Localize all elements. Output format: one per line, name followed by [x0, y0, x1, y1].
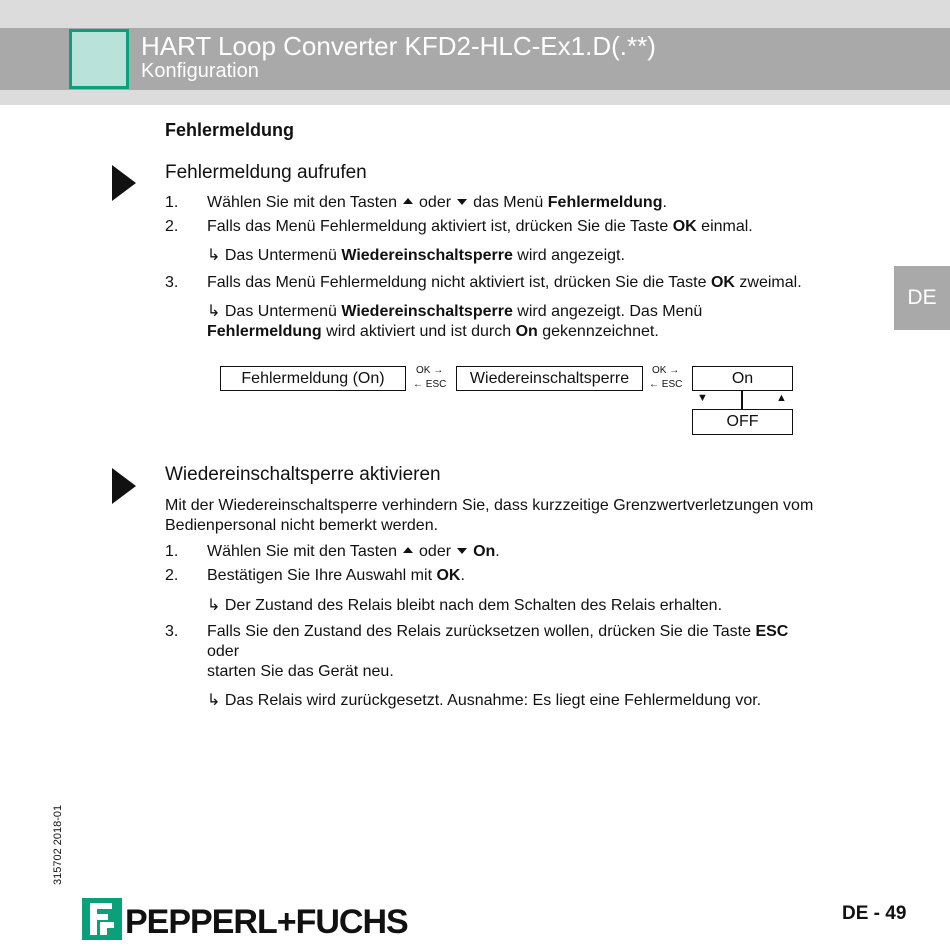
down-key-icon — [457, 199, 467, 205]
menu-box-fehlermeldung: Fehlermeldung (On) — [220, 366, 406, 391]
intro-line-1: Mit der Wiedereinschaltsperre verhindern Sie, dass kurzzeitige Grenzwertverletzungen vom — [165, 497, 814, 514]
language-tab[interactable]: DE — [894, 266, 950, 330]
document-code: 315702 2018-01 — [52, 804, 64, 885]
diagram-connector — [741, 391, 743, 409]
up-arrow-icon: ▲ — [776, 392, 787, 404]
page-number: DE - 49 — [842, 903, 907, 924]
step-text-1: Wählen Sie mit den Tasten oder On. — [207, 543, 500, 560]
step-number: 1. — [165, 543, 179, 560]
esc-label: ← ESC — [649, 379, 683, 390]
intro-line-2: Bedienpersonal nicht bemerkt werden. — [165, 517, 439, 534]
section-heading: Fehlermeldung — [165, 120, 295, 140]
result-arrow-icon: ↳ — [207, 303, 221, 320]
header-bottom-band — [0, 90, 950, 105]
ok-label: OK → — [416, 365, 444, 376]
ok-label: OK → — [652, 365, 680, 376]
step-number: 3. — [165, 623, 179, 640]
pepperl-fuchs-logo-icon — [82, 898, 122, 940]
menu-box-wiedereinschaltsperre: Wiedereinschaltsperre — [456, 366, 643, 391]
down-key-icon — [457, 548, 467, 554]
option-box-on: On — [692, 366, 793, 391]
up-key-icon — [403, 198, 413, 204]
result-text-3-line1: ↳ Das Untermenü Wiedereinschaltsperre wird angezeigt. Das Menü — [207, 303, 703, 320]
procedure-title-1: Fehlermeldung aufrufen — [165, 162, 367, 183]
step-number: 3. — [165, 274, 179, 291]
procedure-title-2: Wiedereinschaltsperre aktivieren — [165, 464, 441, 485]
step-text-3-line2: oder — [207, 643, 240, 660]
header-square-icon — [69, 29, 129, 89]
procedure-arrow-icon — [112, 468, 136, 504]
option-box-off: OFF — [692, 409, 793, 435]
result-text-3-line2: Fehlermeldung wird aktiviert und ist durch On gekennzeichnet. — [207, 323, 659, 340]
result-arrow-icon: ↳ — [207, 247, 221, 264]
document-title: HART Loop Converter KFD2-HLC-Ex1.D(.**) — [141, 31, 656, 61]
procedure-arrow-icon — [112, 165, 136, 201]
header-top-band — [0, 0, 950, 28]
step-text-2: Bestätigen Sie Ihre Auswahl mit OK. — [207, 567, 465, 584]
result-arrow-icon: ↳ — [207, 692, 221, 709]
step-text-2: Falls das Menü Fehlermeldung aktiviert ist, drücken Sie die Taste OK einmal. — [207, 218, 753, 235]
brand-name: PEPPERL+FUCHS — [125, 903, 408, 941]
step-number: 2. — [165, 567, 179, 584]
step-text-3: Falls das Menü Fehlermeldung nicht aktiviert ist, drücken Sie die Taste OK zweimal. — [207, 274, 802, 291]
down-arrow-icon: ▼ — [697, 392, 708, 404]
step-number: 1. — [165, 194, 179, 211]
result-text-3: ↳ Das Relais wird zurückgesetzt. Ausnahme: Es liegt eine Fehlermeldung vor. — [207, 692, 762, 709]
esc-label: ← ESC — [413, 379, 447, 390]
step-number: 2. — [165, 218, 179, 235]
step-text-3: Falls Sie den Zustand des Relais zurücksetzen wollen, drücken Sie die Taste ESC — [207, 623, 789, 640]
step-text-1: Wählen Sie mit den Tasten oder das Menü Fehlermeldung. — [207, 194, 667, 211]
result-text-2: ↳ Das Untermenü Wiedereinschaltsperre wird angezeigt. — [207, 247, 625, 264]
up-key-icon — [403, 547, 413, 553]
document-subtitle: Konfiguration — [141, 60, 259, 82]
step-text-3-line3: starten Sie das Gerät neu. — [207, 663, 394, 680]
result-text-2: ↳ Der Zustand des Relais bleibt nach dem Schalten des Relais erhalten. — [207, 597, 723, 614]
result-arrow-icon: ↳ — [207, 597, 221, 614]
